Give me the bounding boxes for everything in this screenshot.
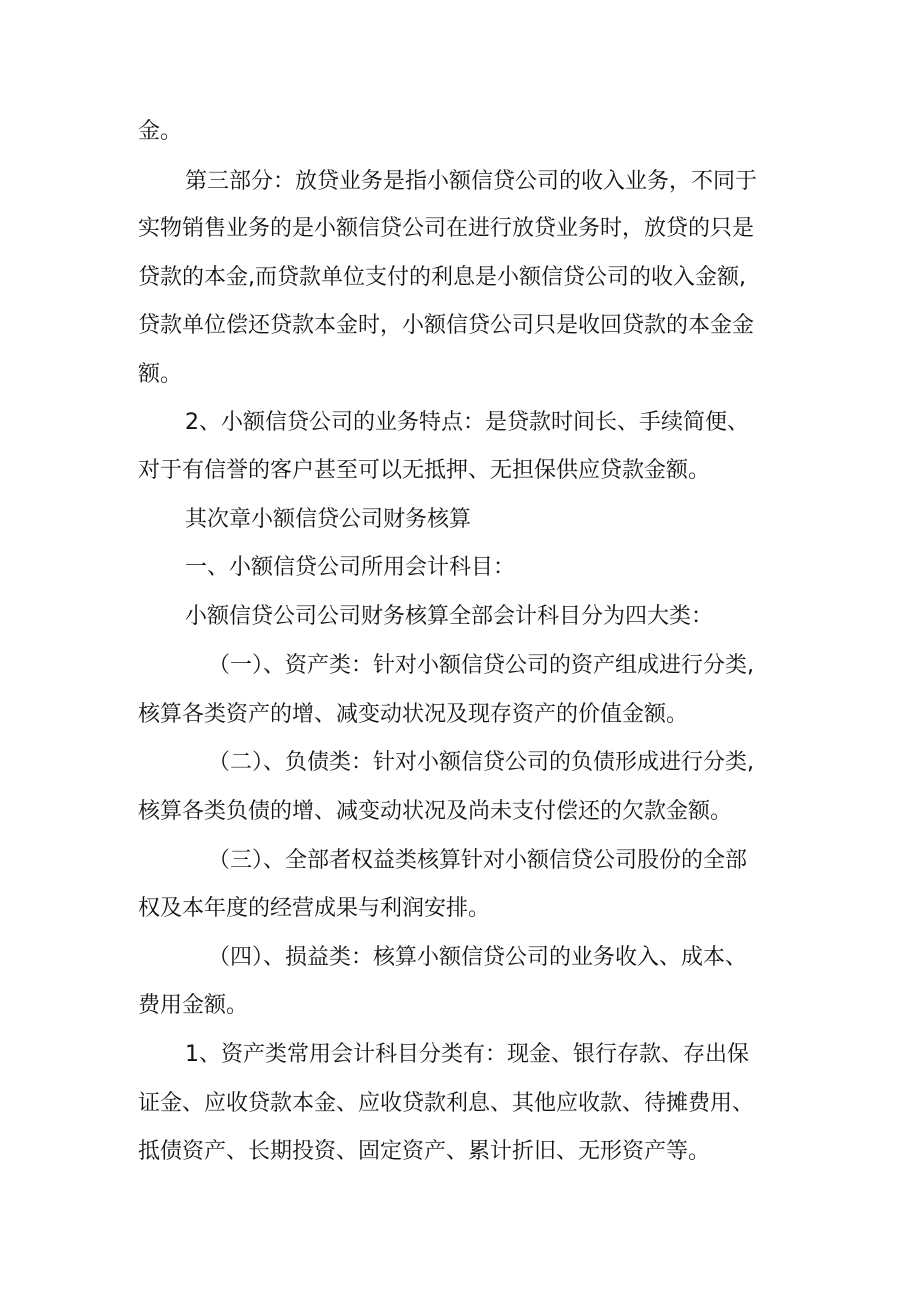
text-line: 贷款单位偿还贷款本金时，小额信贷公司只是收回贷款的本金金 bbox=[138, 313, 755, 338]
text-line: 额。 bbox=[138, 362, 183, 387]
text-line: （四）、损益类：核算小额信贷公司的业务收入、成本、 bbox=[208, 945, 748, 970]
text-line: （一）、资产类：针对小额信贷公司的资产组成进行分类, bbox=[208, 653, 754, 678]
text-line: 金。 bbox=[138, 119, 183, 144]
text-line: 实物销售业务的是小额信贷公司在进行放贷业务时，放贷的只是 bbox=[138, 216, 755, 241]
text-line: 证金、应收贷款本金、应收贷款利息、其他应收款、待摊费用、 bbox=[138, 1091, 755, 1116]
text-line: 小额信贷公司公司财务核算全部会计科目分为四大类： bbox=[185, 604, 714, 629]
text-line: 第三部分：放贷业务是指小额信贷公司的收入业务，不同于 bbox=[185, 169, 758, 194]
text-line: 对于有信誉的客户甚至可以无抵押、无担保供应贷款金额。 bbox=[138, 458, 711, 483]
text-line: 贷款的本金,而贷款单位支付的利息是小额信贷公司的收入金额, bbox=[138, 265, 746, 290]
text-line: 一、小额信贷公司所用会计科目： bbox=[185, 555, 516, 580]
text-line: 2、小额信贷公司的业务特点：是贷款时间长、手续简便、 bbox=[185, 410, 749, 435]
text-line: （三）、全部者权益类核算针对小额信贷公司股份的全部 bbox=[208, 848, 748, 873]
text-line: 权及本年度的经营成果与利润安排。 bbox=[138, 896, 491, 921]
text-line: 费用金额。 bbox=[138, 993, 249, 1018]
text-line: 抵债资产、长期投资、固定资产、累计折旧、无形资产等。 bbox=[138, 1139, 711, 1164]
text-line: 1、资产类常用会计科目分类有：现金、银行存款、存出保 bbox=[185, 1042, 749, 1067]
text-line: 核算各类负债的增、减变动状况及尚未支付偿还的欠款金额。 bbox=[138, 799, 733, 824]
text-line: 核算各类资产的增、减变动状况及现存资产的价值金额。 bbox=[138, 702, 689, 727]
text-line: 其次章小额信贷公司财务核算 bbox=[185, 507, 472, 532]
text-line: （二）、负债类：针对小额信贷公司的负债形成进行分类, bbox=[208, 750, 754, 775]
